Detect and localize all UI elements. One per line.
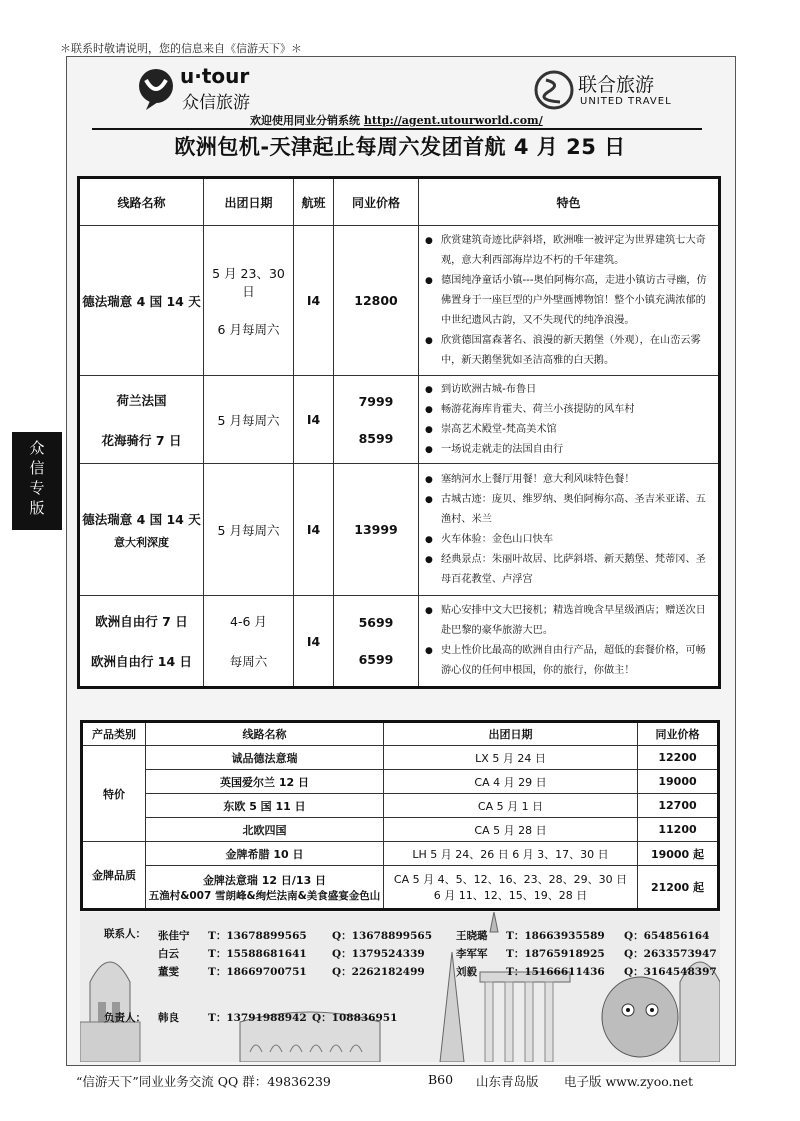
date-cell: CA 4 月 29 日: [384, 770, 638, 794]
price: 12800: [334, 226, 419, 376]
feature-item: ● 畅游花海库肯霍夫、荷兰小孩提防的风车村: [423, 400, 714, 420]
table-header-row: [82, 722, 719, 746]
route-name-line: 欧洲自由行 7 日: [95, 614, 188, 629]
col-header: 出团日期: [384, 722, 638, 746]
side-tab-char: 众: [29, 439, 45, 457]
route-name: 德法瑞意 4 国 14 天: [79, 226, 204, 376]
charter-table: [77, 176, 721, 689]
date-line: 每周六: [229, 654, 268, 669]
feature-item: ● 火车体验：金色山口快车: [423, 530, 714, 550]
feature-item: ● 崇高艺术殿堂-梵高美术馆: [423, 420, 714, 440]
contact-name: 刘毅: [456, 966, 477, 978]
col-header: 特色: [419, 178, 720, 226]
flight-code: I4: [294, 226, 334, 376]
date-line: CA 5 月 4、5、12、16、23、28、29、30 日: [393, 873, 628, 886]
price-cell: 19000: [638, 770, 719, 794]
united-travel-logo: [534, 68, 694, 118]
contact-area: [80, 912, 720, 1062]
route-cell: 金牌希腊 10 日: [146, 842, 384, 866]
date-line: 6 月 11、12、15、19、28 日: [433, 889, 588, 902]
features: [419, 226, 720, 376]
manager-label: 负责人：: [104, 1012, 146, 1024]
contact-tel: T：15588681641: [208, 948, 307, 960]
table-row: [82, 818, 719, 842]
price-line: 7999: [358, 393, 394, 409]
agent-link[interactable]: http://agent.utourworld.com/: [363, 114, 543, 127]
features: [419, 376, 720, 464]
contact-label: 联系人：: [104, 928, 146, 940]
contact-qq: Q：2633573947: [624, 948, 717, 960]
table-row: [82, 746, 719, 770]
col-header: 同业价格: [334, 178, 419, 226]
route-dates: 5 月每周六: [204, 464, 294, 596]
route-dates: [204, 226, 294, 376]
contact-tel: T：15166611436: [506, 966, 605, 978]
contact-tel: T：18663935589: [506, 930, 605, 942]
utour-logo: [136, 64, 296, 114]
date-cell: LX 5 月 24 日: [384, 746, 638, 770]
feature-item: ● 经典景点：朱丽叶故居、比萨斜塔、新天鹅堡、梵蒂冈、圣母百花教堂、卢浮宫: [423, 550, 714, 590]
flight-code: I4: [294, 464, 334, 596]
footer-site: 电子版 www.zyoo.net: [564, 1074, 693, 1089]
footer-edition: 山东青岛版: [476, 1074, 539, 1089]
contact-qq: Q：3164548397: [624, 966, 717, 978]
route-name-line: 荷兰法国: [116, 392, 167, 408]
feature-item: ● 塞纳河水上餐厅用餐！意大利风味特色餐！: [423, 470, 714, 490]
contact-qq: Q：2262182499: [332, 966, 425, 978]
contact-name: 李军军: [456, 948, 488, 960]
contact-name: 董雯: [158, 966, 179, 978]
route-cell: 诚品德法意瑞: [146, 746, 384, 770]
united-travel-en: UNITED TRAVEL: [580, 96, 672, 107]
route-cell: [146, 866, 384, 910]
feature-item: ● 贴心安排中文大巴接机；精选首晚含早星级酒店；赠送次日赴巴黎的豪华旅游大巴。: [423, 601, 714, 641]
feature-item: ● 古城古迹：庞贝、维罗纳、奥伯阿梅尔高、圣吉米亚诺、五渔村、米兰: [423, 490, 714, 530]
route-name-line: 德法瑞意 4 国 14 天: [82, 511, 201, 527]
flight-code: I4: [294, 596, 334, 688]
route-dates: [204, 596, 294, 688]
product-table: [80, 720, 720, 911]
feature-item: ● 史上性价比最高的欧洲自由行产品，超低的套餐价格，可畅游心仪的任何申根国，你的旅行，你做主！: [423, 641, 714, 681]
table-row: [82, 770, 719, 794]
col-header: 线路名称: [79, 178, 204, 226]
col-header: 同业价格: [638, 722, 719, 746]
table-row: [82, 794, 719, 818]
col-header: 出团日期: [204, 178, 294, 226]
contact-tel: T：18765918925: [506, 948, 605, 960]
feature-item: ● 到访欧洲古城-布鲁日: [423, 380, 714, 400]
table-row: [82, 842, 719, 866]
contact-qq: Q：13678899565: [332, 930, 433, 942]
table-header-row: [79, 178, 720, 226]
feature-item: ● 欣赏德国富森著名、浪漫的新天鹅堡（外观），在山峦云雾中，新天鹅堡犹如圣洁高雅的白天鹅。: [423, 331, 714, 371]
side-tab-char: 版: [29, 499, 45, 517]
welcome-text: 欢迎使用同业分销系统: [250, 114, 360, 127]
feature-item: ● 欣赏建筑奇迹比萨斜塔，欧洲唯一被评定为世界建筑七大奇观，意大利西部海岸边不朽的千年建筑。: [423, 231, 714, 271]
col-header: 产品类别: [82, 722, 146, 746]
utour-brand: u·tour: [180, 64, 250, 88]
category: 金牌品质: [82, 842, 146, 910]
price: 13999: [334, 464, 419, 596]
manager-name: 韩良: [158, 1012, 179, 1024]
side-tab-char: 专: [29, 479, 45, 497]
table-row: [79, 376, 720, 464]
price-cell: 11200: [638, 818, 719, 842]
footer-qq-group: “信游天下”同业业务交流 QQ 群：49836239: [76, 1074, 331, 1089]
price-line: 6599: [358, 652, 394, 667]
price-cell: 21200 起: [638, 866, 719, 910]
united-travel-icon: [534, 70, 574, 110]
route-cell: 东欧 5 国 11 日: [146, 794, 384, 818]
route-name-line: 意大利深度: [114, 535, 169, 549]
date-line: 5 月 23、30 日: [212, 265, 285, 299]
table-row: [82, 866, 719, 910]
utour-name: 众信旅游: [182, 93, 250, 113]
footer-page: B60: [428, 1072, 454, 1087]
united-travel-name: 联合旅游: [578, 74, 655, 96]
welcome-line: [250, 112, 543, 128]
route-cell: 北欧四国: [146, 818, 384, 842]
contact-qq: Q：654856164: [624, 930, 710, 942]
route-name: [79, 376, 204, 464]
category: 特价: [82, 746, 146, 842]
top-note: ＊联系时敬请说明，您的信息来自《信游天下》＊: [60, 42, 302, 55]
date-cell: LH 5 月 24、26 日 6 月 3、17、30 日: [384, 842, 638, 866]
route-name: [79, 596, 204, 688]
features: [419, 596, 720, 688]
manager-tel: T：13791988942: [208, 1012, 307, 1024]
price: [334, 596, 419, 688]
route-name: [79, 464, 204, 596]
table-row: [79, 226, 720, 376]
date-line: 4-6 月: [230, 614, 267, 629]
date-line: 6 月每周六: [217, 321, 280, 337]
route-cell: 英国爱尔兰 12 日: [146, 770, 384, 794]
price-cell: 12700: [638, 794, 719, 818]
contact-tel: T：18669700751: [208, 966, 307, 978]
price: [334, 376, 419, 464]
route-name-line: 花海骑行 7 日: [101, 432, 182, 448]
date-cell: CA 5 月 1 日: [384, 794, 638, 818]
date-cell: [384, 866, 638, 910]
date-cell: CA 5 月 28 日: [384, 818, 638, 842]
route-line: 金牌法意瑞 12 日/13 日: [202, 873, 327, 887]
features: [419, 464, 720, 596]
table-row: [79, 596, 720, 688]
flight-code: I4: [294, 376, 334, 464]
route-dates: 5 月每周六: [204, 376, 294, 464]
contact-name: 白云: [158, 948, 179, 960]
feature-item: ● 一场说走就走的法国自由行: [423, 440, 714, 460]
price-cell: 12200: [638, 746, 719, 770]
manager-qq: Q：108836951: [312, 1012, 398, 1024]
table-row: [79, 464, 720, 596]
side-tab-char: 信: [29, 459, 45, 477]
route-line: 五渔村&007 雪朗峰&绚烂法南&美食盛宴金色山: [148, 889, 381, 902]
price-line: 5699: [358, 615, 394, 630]
contact-tel: T：13678899565: [208, 930, 307, 942]
contact-name: 王晓璐: [456, 930, 488, 942]
contact-name: 张佳宁: [158, 930, 190, 942]
contact-qq: Q：1379524339: [332, 948, 425, 960]
route-name-line: 欧洲自由行 14 日: [90, 654, 193, 669]
col-header: 航班: [294, 178, 334, 226]
side-tab: [12, 432, 62, 530]
price-cell: 19000 起: [638, 842, 719, 866]
page-title: 欧洲包机-天津起止每周六发团首航 4 月 25 日: [174, 135, 626, 159]
col-header: 线路名称: [146, 722, 384, 746]
feature-item: ● 德国纯净童话小镇---奥伯阿梅尔高，走进小镇访古寻幽，仿佛置身于一座巨型的户外壁画博物馆！整个小镇充满浓郁的中世纪遗风古韵，又不失现代的纯净浪漫。: [423, 271, 714, 331]
title-divider: [92, 128, 702, 130]
price-line: 8599: [358, 430, 394, 446]
